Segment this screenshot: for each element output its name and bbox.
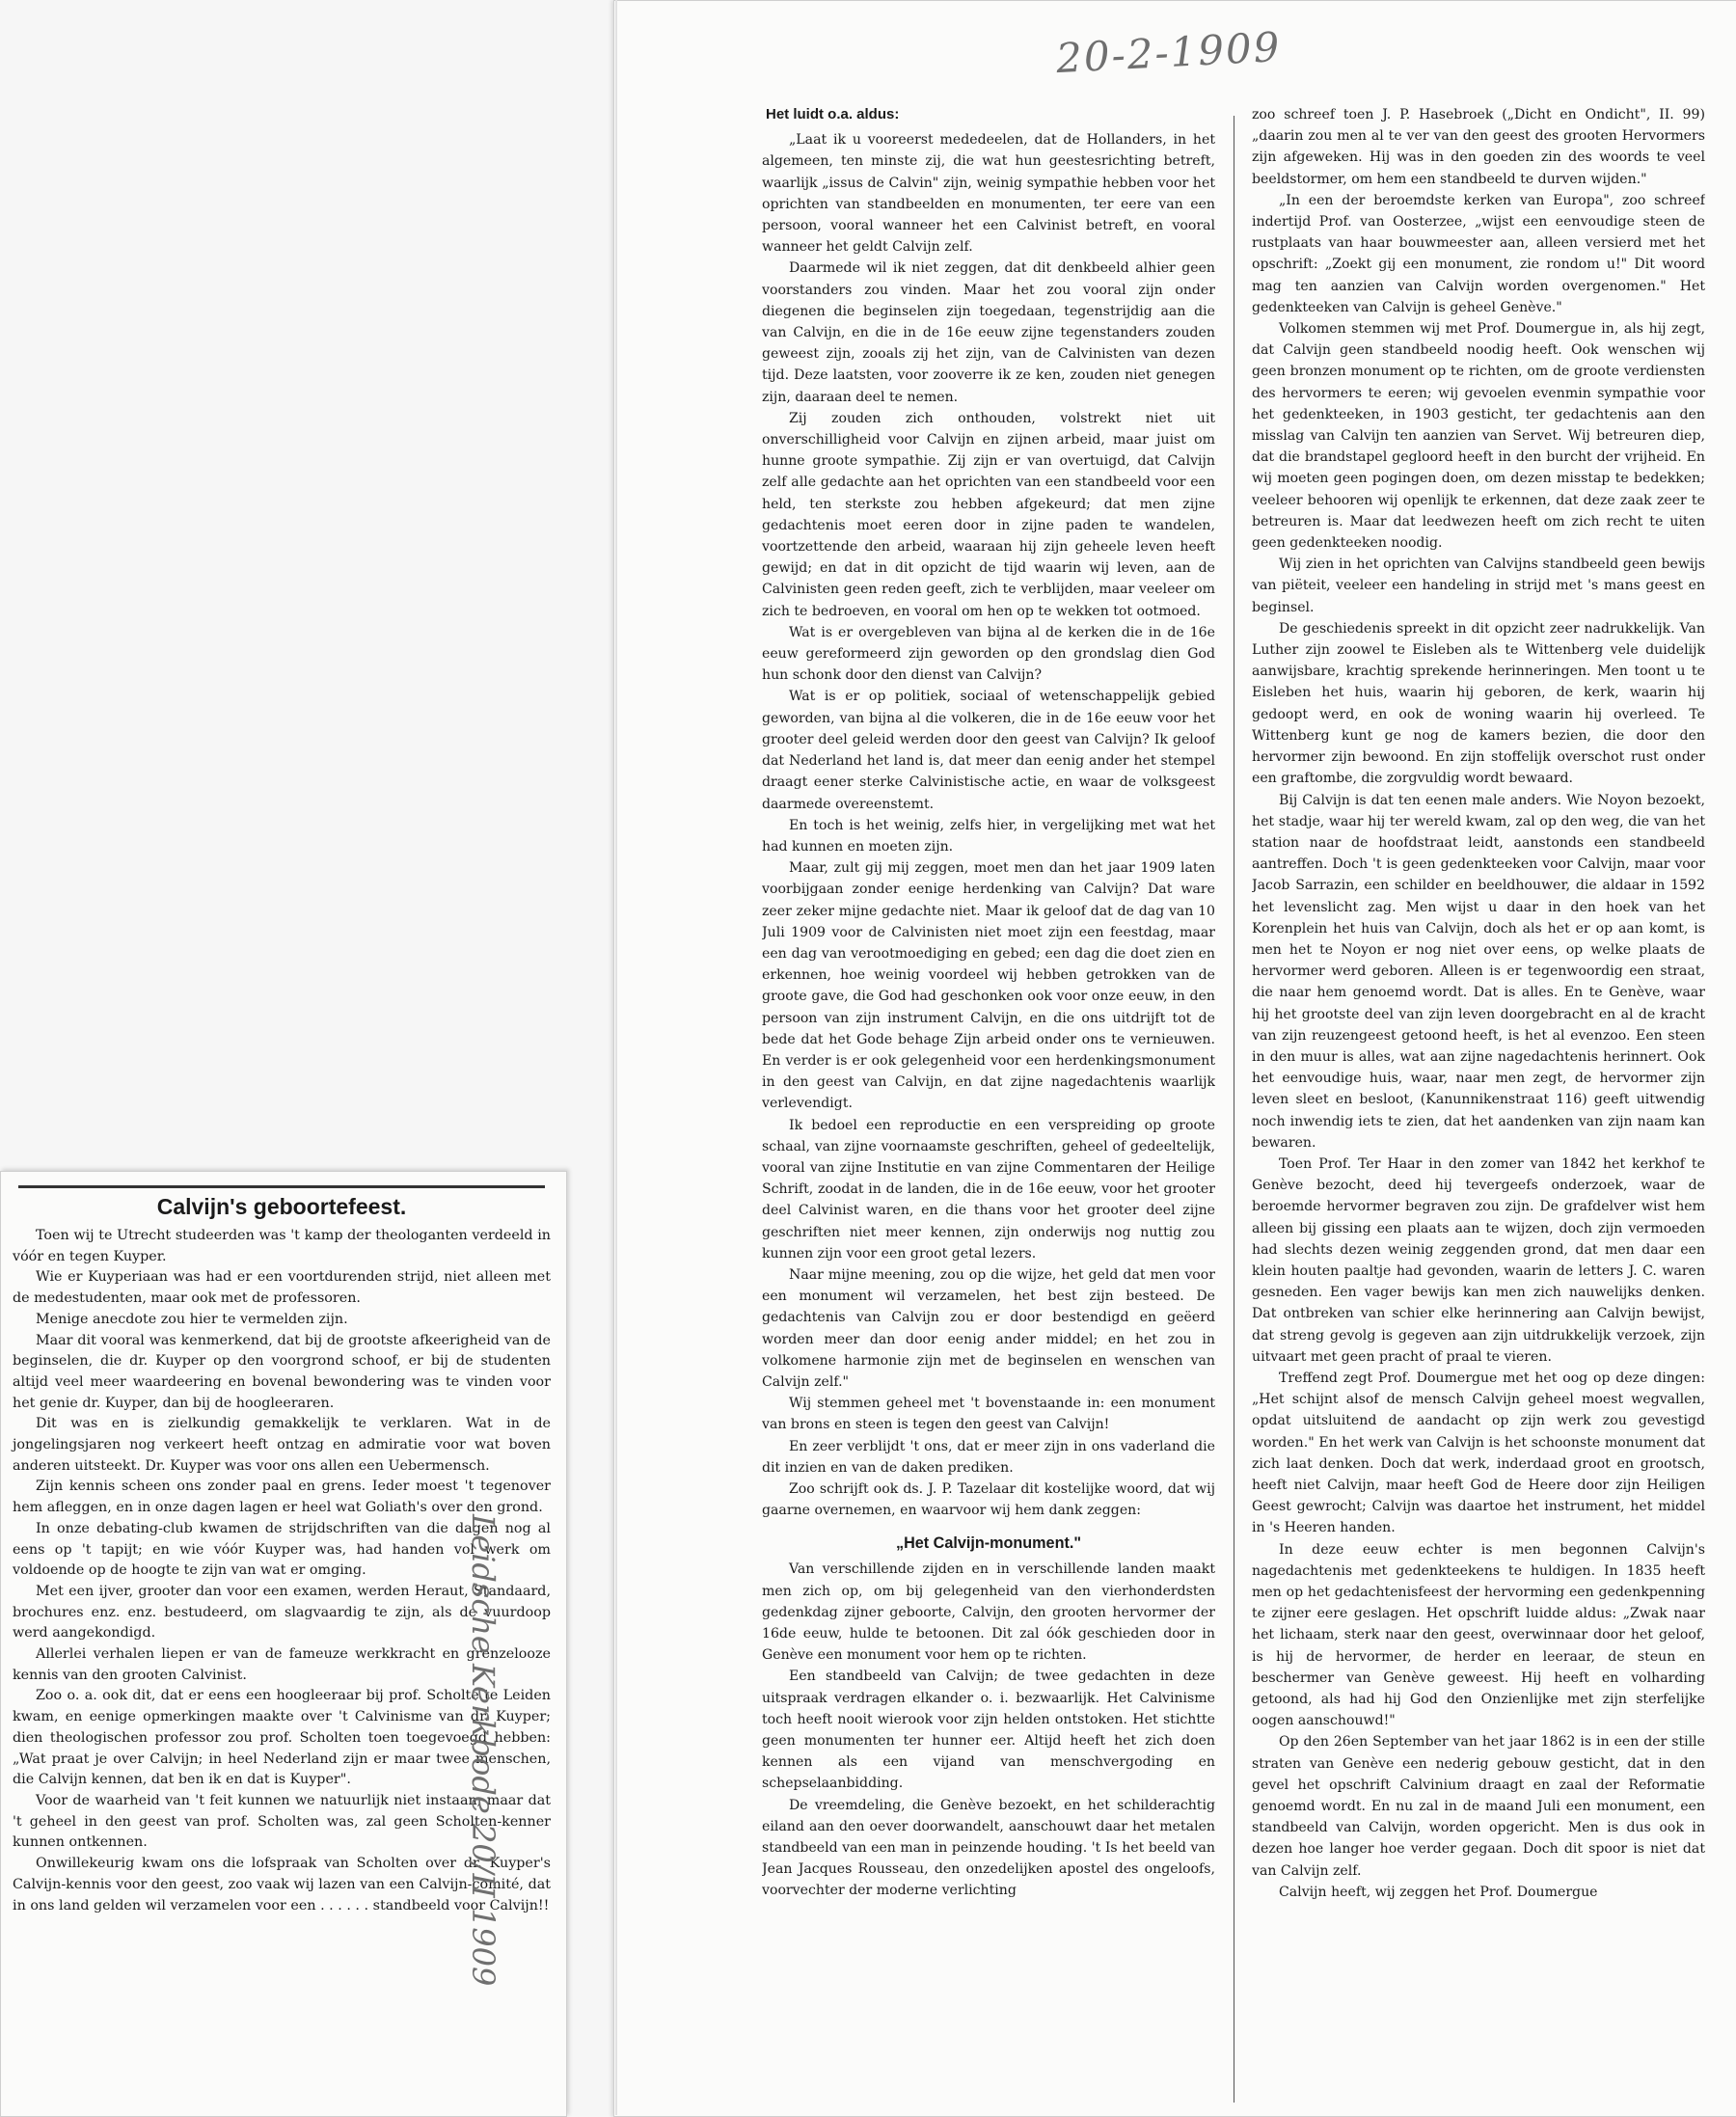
article-paragraph: „In een der beroemdste kerken van Europa", zoo schreef indertijd Prof. van Oosterzee, „wijst een eenvoudige steen de rustplaats van haar bouwmeester aan, alleen versierd met het opschrift: „Zoekt gij een monument, zie rondom u!" Dit woord mag ten aanzien van Calvijn worden overgenomen." Het gedenkteeken van Calvijn is geheel Genève."	[1252, 192, 1705, 315]
article-paragraph: En toch is het weinig, zelfs hier, in vergelijking met wat het had kunnen en moeten zijn.	[762, 817, 1215, 855]
clipping-paragraph: Dit was en is zielkundig gemakkelijk te verklaren. Wat in de jongelingsjaren nog verkeert heeft ontzag en admiratie voor wat boven anderen uitsteekt. Dr. Kuyper was voor ons allen een Uebermensch.	[13, 1416, 551, 1474]
article-paragraph: Wij zien in het oprichten van Calvijns standbeeld geen bewijs van piëteit, veeleer een handeling in strijd met 's mans geest en beginsel.	[1252, 556, 1705, 615]
clipping-paragraph: Zoo o. a. ook dit, dat er eens een hoogleeraar bij prof. Scholte te Leiden kwam, en eenige opmerkingen maakte over 't Calvinisme van dr. Kuyper; dien theologischen professor zou prof. Scholten toen toegevoegd hebben: „Wat praat je over Calvijn; in heel Nederland zijn er maar twee menschen, die Calvijn kennen, dat ben ik en dat is Kuyper".	[13, 1688, 551, 1788]
article-paragraph: Van verschillende zijden en in verschillende landen maakt men zich op, om bij gelegenheid van den vierhonderdsten gedenkdag zijner geboorte, Calvijn, den grooten hervormer der 16de eeuw, hulde te betoonen. Dit zal óók geschieden door in Genève een monument voor hem op te richten.	[762, 1561, 1215, 1664]
article-paragraph: Op den 26en September van het jaar 1862 is in een der stille straten van Genève een nederig gebouw gesticht, dat in den gevel het opschrift Calvinium draagt en zaal der Reformatie genoemd wordt. En nu zal in de maand Juli een monument, een standbeeld van Calvijn, worden opgericht. Men is dus ook in dezen hoe langer hoe verder gegaan. Doch dit spoor is niet dat van Calvijn zelf.	[1252, 1734, 1705, 1879]
article-paragraph: zoo schreef toen J. P. Hasebroek („Dicht en Ondicht", II. 99) „daarin zou men al te ver van den geest des grooten Hervormers zijn afgeweken. Hij was in den goeden zin des woords te veel beeldstormer, om hem een standbeeld te durven wijden."	[1252, 107, 1705, 187]
article-paragraph: Volkomen stemmen wij met Prof. Doumergue in, als hij zegt, dat Calvijn geen standbeeld noodig heeft. Ook wenschen wij geen bronzen monument op te richten, om de groote verdiensten des hervormers te eeren; wij gevoelen evenmin sympathie voor het gedenkteeken, in 1903 gesticht, ter gedachtenis aan den misslag van Calvijn ten aanzien van Servet. Wij betreuren diep, dat die brandstapel gegloord heeft in den burcht der vrijheid. En wij moeten geen pogingen doen, om dezen misstap te bedekken; veeleer behooren wij openlijk te erkennen, dat deze zaak zeer te betreuren is. Maar dat leedwezen heeft om zich recht te uiten geen gedenkteeken noodig.	[1252, 321, 1705, 552]
article-paragraph: Wij stemmen geheel met 't bovenstaande in: een monument van brons en steen is tegen den geest van Calvijn!	[762, 1396, 1215, 1433]
article-paragraph: „Laat ik u vooreerst mededeelen, dat de Hollanders, in het algemeen, ten minste zij, die wat hun geestesrichting betreft, waarlijk „issus de Calvin" zijn, weinig sympathie hebben voor het oprichten van standbeelden en monumenten, ter eere van een persoon, vooral wanneer het een Calvinist betreft, en vooral wanneer het geldt Calvijn zelf.	[762, 132, 1215, 256]
article-paragraph: Naar mijne meening, zou op die wijze, het geld dat men voor een monument wil verzamelen, het best zijn besteed. De gedachtenis van Calvijn zou er door bestendigd en geëerd worden meer dan door eenig ander middel; en het zou in volkomene harmonie zijn met de beginselen en wenschen van Calvijn zelf."	[762, 1266, 1215, 1390]
clipping-paragraph: Toen wij te Utrecht studeerden was 't kamp der theologanten verdeeld in vóór en tegen Kuyper.	[13, 1228, 551, 1264]
article-paragraph: Calvijn heeft, wij zeggen het Prof. Doumergue	[1279, 1884, 1598, 1900]
article-paragraph: Toen Prof. Ter Haar in den zomer van 1842 het kerkhof te Genève bezocht, deed hij tevergeefs onderzoek, waar de beroemde hervormer begraven zou zijn. De grafdelver wist hem alleen bij gissing een plaats aan te wijzen, doch zijn vermoeden had slechts dezen weinig zeggenden grond, dat men daar een klein houten paaltje had gevonden, waarin de letters J. C. waren gesneden. Een vager bewijs kan men zich nauwelijks denken. Dat ontbreken van schier elke herinnering aan Calvijn bewijst, dat streng gevolg is gegeven aan zijn uitdrukkelijk verzoek, zijn uitvaart met geen pracht of praal te vieren.	[1252, 1155, 1705, 1365]
clipping-paragraph: Voor de waarheid van 't feit kunnen we natuurlijk niet instaan; maar dat 't geheel in den geest van prof. Scholten was, zal geen Scholten-kenner kunnen ontkennen.	[13, 1792, 551, 1851]
article-paragraph: Wat is er op politiek, sociaal of wetenschappelijk gebied geworden, van bijna al die volkeren, die in de 16e eeuw voor het grooter deel geleid werden door den geest van Calvijn? Ik geloof dat Nederland het land is, dat meer dan eenig ander het stempel draagt eener sterke Calvinistische actie, en waar de volksgeest daarmede overeenstemt.	[762, 689, 1215, 812]
clipping-paragraph: Maar dit vooral was kenmerkend, dat bij de grootste afkeerigheid van de beginselen, die dr. Kuyper op den voorgrond schoof, er bij de studenten altijd veel meer waardeering en bovenal bewondering was te vinden voor het genie dr. Kuyper, dan bij de hoogleeraren.	[13, 1332, 551, 1411]
handwritten-date: 20-2-1909	[1054, 22, 1283, 83]
article-subheading: „Het Calvijn-monument."	[895, 1534, 1082, 1553]
clipping-paragraph: Zijn kennis scheen ons zonder paal en grens. Ieder moest 't tegenover hem afleggen, en in onze dagen lagen er heel wat Goliath's over den grond.	[13, 1479, 551, 1516]
article-intro: Het luidt o.a. aldus:	[766, 106, 900, 122]
page-fold	[615, 0, 617, 2115]
clipping-paragraph: Onwillekeurig kwam ons die lofspraak van Scholten over dr. Kuyper's Calvijn-kennis voor den geest, zoo vaak wij lazen van een Calvijn-comité, dat in ons land gelden wil verzamelen voor een . . . . . . standbeeld voor Calvijn!!	[13, 1856, 551, 1913]
article-paragraph: Treffend zegt Prof. Doumergue met het oog op deze dingen: „Het schijnt alsof de mensch Calvijn geheel moest wegvallen, opdat uitsluitend de aandacht op zijn werk zou gevestigd worden." En het werk van Calvijn is het schoonste monument dat zich laat denken. Doch dat werk, inderdaad groot en grootsch, heeft niet Calvijn, maar heeft God de Heere door zijn Heiligen Geest gewrocht; Calvijn was daartoe het instrument, het middel in 's Heeren handen.	[1252, 1370, 1705, 1536]
article-paragraph: In deze eeuw echter is men begonnen Calvijn's nagedachtenis met gedenkteekens te huldigen. In 1835 heeft men op het gedachtenisfeest der hervorming een gedenkpenning te zijner eere geslagen. Het opschrift luidde aldus: „Zwak naar het lichaam, sterk naar den geest, overwinnaar door het geloof, is hij de hervormer, de herder en leeraar, de steun en beschermer van Genève geweest. Hij heeft en volharding getoond, als had hij God den Onzienlijke met zijn sterfelijke oogen aanschouwd!"	[1252, 1541, 1705, 1729]
article-column-1	[762, 104, 1215, 2110]
clipping-paragraph: Menige anecdote zou hier te vermelden zijn.	[36, 1311, 348, 1327]
article-paragraph: En zeer verblijdt 't ons, dat er meer zijn in ons vaderland die dit inzien en van de daken prediken.	[762, 1438, 1215, 1476]
clipping-paragraph: Allerlei verhalen liepen er van de fameuze werkkracht en grenzelooze kennis van den grooten Calvinist.	[13, 1646, 551, 1683]
article-paragraph: De geschiedenis spreekt in dit opzicht zeer nadrukkelijk. Van Luther zijn zoowel te Eisleben als te Wittenberg vele duidelijk aanwijsbare, krachtig sprekende herinneringen. Men toont u te Eisleben het huis, waarin hij geboren, de kerk, waarin hij gedoopt werd, en ook de woning waarin hij overleed. Te Wittenberg kunt ge nog de kamers bezien, die door den hervormer zijn bewoond. En zijn stoffelijk overschot rust onder een graftombe, die zorgvuldig wordt bewaard.	[1252, 620, 1705, 787]
clipping-paragraph: Wie er Kuyperiaan was had er een voortdurenden strijd, niet alleen met de medestudenten, maar ook met de professoren.	[13, 1269, 551, 1307]
article-paragraph: Ik bedoel een reproductie en een verspreiding op groote schaal, van zijne voornaamste geschriften, geheel of gedeeltelijk, vooral van zijne Institutie en van zijne Commentaren der Heilige Schrift, zoodat in de landen, die in de 16e eeuw, voor het grooter deel Calvinist waren, en die thans voor het grooter deel zijne geschriften niet meer kennen, zijn onderwijs nog nuttig zou kunnen zijn voor een groot getal lezers.	[762, 1117, 1215, 1262]
article-column-2	[1252, 104, 1705, 2110]
article-paragraph: Wat is er overgebleven van bijna al de kerken die in de 16e eeuw gereformeerd zijn geworden op den grondslag dien God hun schonk door den dienst van Calvijn?	[762, 624, 1215, 684]
clipping-title: Calvijn's geboortefeest.	[156, 1194, 407, 1219]
article-paragraph: Maar, zult gij mij zeggen, moet men dan het jaar 1909 laten voorbijgaan zonder eenige herdenking van Calvijn? Dat ware zeer zeker mijne gedachte niet. Maar ik geloof dat de dag van 10 Juli 1909 voor de Calvinisten niet moet zijn een feestdag, maar een dag van verootmoediging en gebed; een dag die doet zien en erkennen, hoe weinig voordeel wij hebben getrokken van de groote gave, die God had geschonken ook voor onze eeuw, in den persoon van zijn instrument Calvijn, en die ons uitdrijft tot de bede dat het Gode behage Zijn arbeid onder ons te vernieuwen. En verder is er ook gelegenheid voor een herdenkingsmonument in den geest van Calvijn, en dat zijne nagedachtenis waarlijk verlevendigt.	[762, 860, 1215, 1112]
article-paragraph: Daarmede wil ik niet zeggen, dat dit denkbeeld alhier geen voorstanders zou vinden. Maar het zou vooral zijn onder diegenen die beginselen zijn toegedaan, tegenstrijdig aan die van Calvijn, en die in de 16e eeuw zijne tegenstanders zouden geweest zijn, zooals zij het zijn, van de Calvinisten van dezen tijd. Deze laatsten, voor zooverre ik ze ken, zouden niet genegen zijn, daaraan deel te nemen.	[762, 260, 1215, 405]
handwritten-source-note: Leidsche Kerkbode 20/II 1909	[465, 1514, 502, 1987]
clipping-top-rule	[18, 1185, 545, 1188]
article-paragraph: Bij Calvijn is dat ten eenen male anders. Wie Noyon bezoekt, het stadje, waar hij ter wereld kwam, zal op den weg, die van het station naar de hoofdstraat leidt, aanstonds een standbeeld aantreffen. Doch 't is geen gedenkteeken voor Calvijn, maar voor Jacob Sarrazin, een schilder en beeldhouwer, die aldaar in 1592 het levenslicht zag. Men wijst u daar in den hoek van het Korenplein het huis van Calvijn, doch als het er op aan komt, is men het te Noyon er nog niet over eens, op welke plaats de hervormer werd geboren. Alleen is er tegenwoordig een straat, die naar hem genoemd wordt. Dat is alles. En te Genève, waar hij het grootste deel van zijn leven doorgebracht en al de kracht van zijn reuzengeest getoond heeft, is het al evenzoo. Een steen in den muur is alles, wat aan zijne nagedachtenis herinnert. Ook het eenvoudige huis, waar, naar men zegt, de hervormer zijn leven sleet en besloot, (Kanunnikenstraat 116) geeft uitwendig noch inwendig iets te zien, dat het aandenken van zijn naam kan bewaren.	[1252, 792, 1705, 1151]
article-paragraph: Een standbeeld van Calvijn; de twee gedachten in deze uitspraak verdragen elkander o. i. bezwaarlijk. Het Calvinisme toch heeft nooit wierook voor zijn helden ontstoken. Het stichtte geen monumenten ter hunner eer. Altijd heeft het zich doen kennen als een vijand van menschvergoding en schepselaanbidding.	[762, 1669, 1215, 1792]
article-paragraph: Zoo schrijft ook ds. J. P. Tazelaar dit kostelijke woord, dat wij gaarne overnemen, en waarvoor wij hem dank zeggen:	[762, 1481, 1215, 1519]
article-paragraph: Zij zouden zich onthouden, volstrekt niet uit onverschilligheid voor Calvijn en zijnen arbeid, maar juist om hunne groote sympathie. Zij zijn er van overtuigd, dat Calvijn zelf alle gedachte aan het oprichten van een standbeeld voor een held, ten sterkste zou hebben afgekeurd; dat men zijne gedachtenis moet eeren door in zijne paden te wandelen, voortzettende den arbeid, waaraan hij zijn geheele leven heeft gewijd; en dat in dit opzicht de tijd waarin wij leven, aan de Calvinisten geen reden geeft, zich te verblijden, maar veeleer om zich te bedroeven, en vooral om hen op te wekken tot ootmoed.	[762, 410, 1215, 619]
clipping-paragraph: In onze debating-club kwamen de strijdschriften van die dagen nog al eens op 't tapijt; en wie vóór Kuyper was, had handen vol werk om voldoende op de hoogte te zijn van wat er omging.	[13, 1520, 551, 1579]
clipping-paragraph: Met een ijver, grooter dan voor een examen, werden Heraut, Standaard, brochures enz. enz. bestudeerd, om slagvaardig te zijn, als de vuurdoop werd aangekondigd.	[13, 1583, 551, 1642]
article-paragraph: De vreemdeling, die Genève bezoekt, en het schilderachtig eiland aan den oever doorwandelt, aanschouwt daar het metalen standbeeld van een man in peinzende houding. 't Is het beeld van Jean Jacques Rousseau, den onzedelijken apostel des ongeloofs, voorvechter der moderne verlichting	[762, 1797, 1215, 1899]
